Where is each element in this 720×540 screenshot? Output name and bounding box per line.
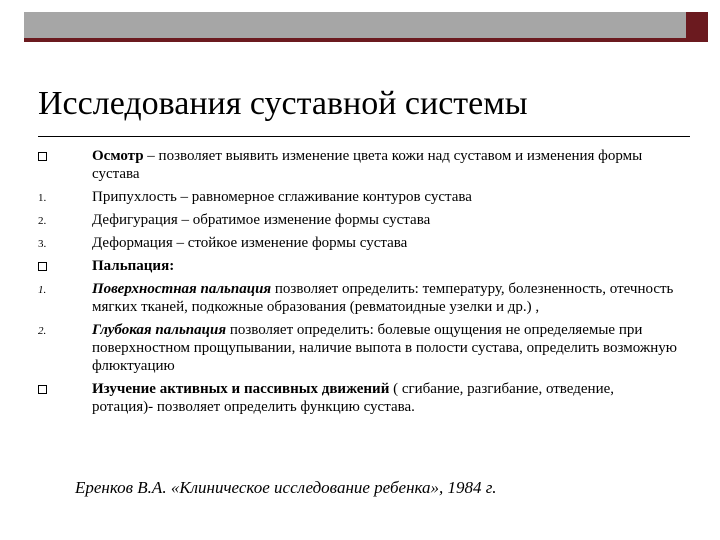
list-item-palpatsiya bbox=[38, 257, 678, 275]
square-bullet-icon bbox=[38, 385, 47, 394]
square-bullet-icon bbox=[38, 152, 47, 161]
top-decoration-bar bbox=[24, 12, 708, 42]
slide-title: Исследования суставной системы bbox=[38, 85, 528, 122]
top-red-line bbox=[24, 38, 686, 42]
item-lead: Осмотр bbox=[92, 148, 144, 164]
list-item-osmotr bbox=[38, 147, 678, 183]
content-list bbox=[38, 147, 678, 421]
item-text: ( сгибание, разгибание, отведение, ротация)- позволяет определить функцию сустава. bbox=[92, 381, 615, 415]
item-number: 1. bbox=[38, 284, 47, 296]
item-number: 3. bbox=[38, 238, 47, 250]
item-number: 2. bbox=[38, 215, 47, 227]
item-text: Деформация – стойкое изменение формы сустава bbox=[92, 235, 408, 251]
square-bullet-icon bbox=[38, 262, 47, 271]
item-text: Дефигурация – обратимое изменение формы сустава bbox=[92, 212, 431, 228]
title-divider bbox=[38, 136, 690, 137]
reference-citation: Еренков В.А. «Клиническое исследование ребенка», 1984 г. bbox=[75, 478, 497, 497]
item-number: 1. bbox=[38, 192, 47, 204]
item-text: позволяет определить: температуру, болезненность, отечность мягких тканей, подкожные образования (ревматоидные узелки и др.) , bbox=[92, 281, 674, 315]
item-lead: Поверхностная пальпация bbox=[92, 281, 272, 297]
top-red-square bbox=[686, 12, 708, 42]
list-item-movements bbox=[38, 380, 678, 416]
item-text: позволяет определить: болевые ощущения не определяемые при поверхностном прощупывании, наличие выпота в полости сустава, определить возможную флюктуацию bbox=[92, 322, 677, 374]
item-lead: Глубокая пальпация bbox=[92, 322, 227, 338]
item-text: Припухлость – равномерное сглаживание контуров сустава bbox=[92, 189, 472, 205]
item-lead: Изучение активных и пассивных движений bbox=[92, 381, 390, 397]
list-item-deformatsiya bbox=[38, 234, 678, 252]
top-gray-band bbox=[24, 12, 686, 38]
item-number: 2. bbox=[38, 325, 47, 337]
list-item-surface-palpation bbox=[38, 280, 678, 316]
list-item-deep-palpation bbox=[38, 321, 678, 375]
item-lead: Пальпация: bbox=[92, 258, 175, 274]
list-item-pripukhlost bbox=[38, 188, 678, 206]
list-item-defiguratsiya bbox=[38, 211, 678, 229]
item-text: – позволяет выявить изменение цвета кожи над суставом и изменения формы сустава bbox=[92, 148, 643, 182]
